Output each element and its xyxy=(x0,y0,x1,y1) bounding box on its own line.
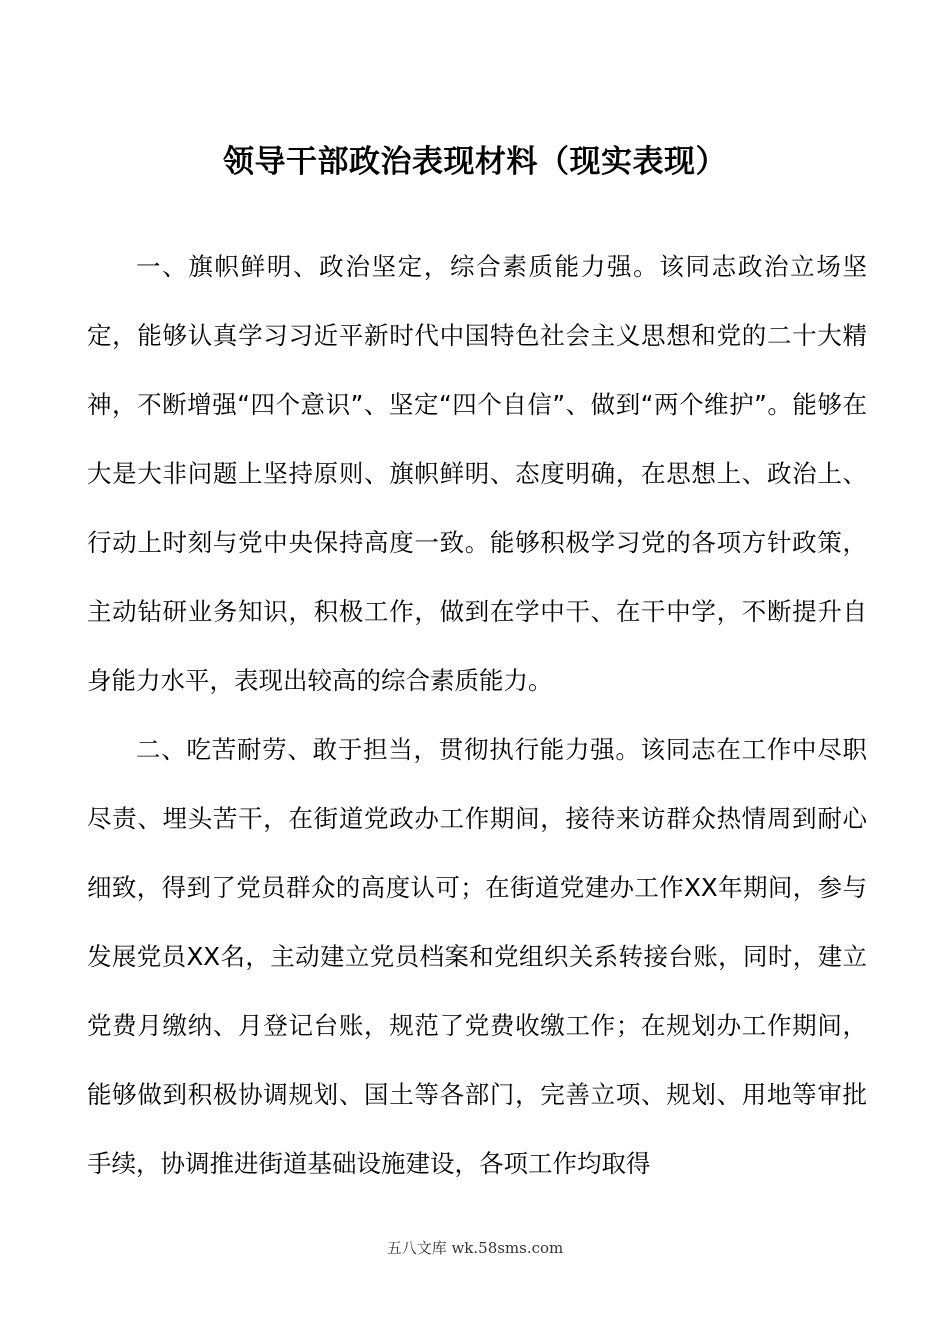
document-title: 领导干部政治表现材料（现实表现） xyxy=(223,144,727,180)
footer-watermark: 五八文库 wk.58sms.com xyxy=(386,1239,564,1257)
paragraph-1: 一、旗帜鲜明、政治坚定，综合素质能力强。该同志政治立场坚定，能够认真学习习近平新时代中国特色社会主义思想和党的二十大精神，不断增强“四个意识”、坚定“四个自信”、做到“两个维护”。能够在大是大非问题上坚持原则、旗帜鲜明、态度明确，在思想上、政治上、行动上时刻与党中央保持高度一致。能够积极学习党的各项方针政策，主动钻研业务知识，积极工作，做到在学中干、在干中学，不断提升自身能力水平，表现出较高的综合素质能力。 xyxy=(87,252,867,695)
document-body xyxy=(87,232,867,1198)
paragraph-2: 二、吃苦耐劳、敢于担当，贯彻执行能力强。该同志在工作中尽职尽责、埋头苦干，在街道党政办工作期间，接待来访群众热情周到耐心细致，得到了党员群众的高度认可；在街道党建办工作XX年期间，参与发展党员XX名，主动建立党员档案和党组织关系转接台账，同时，建立党费月缴纳、月登记台账，规范了党费收缴工作；在规划办工作期间，能够做到积极协调规划、国土等各部门，完善立项、规划、用地等审批手续，协调推进街道基础设施建设，各项工作均取得 xyxy=(87,735,867,1178)
